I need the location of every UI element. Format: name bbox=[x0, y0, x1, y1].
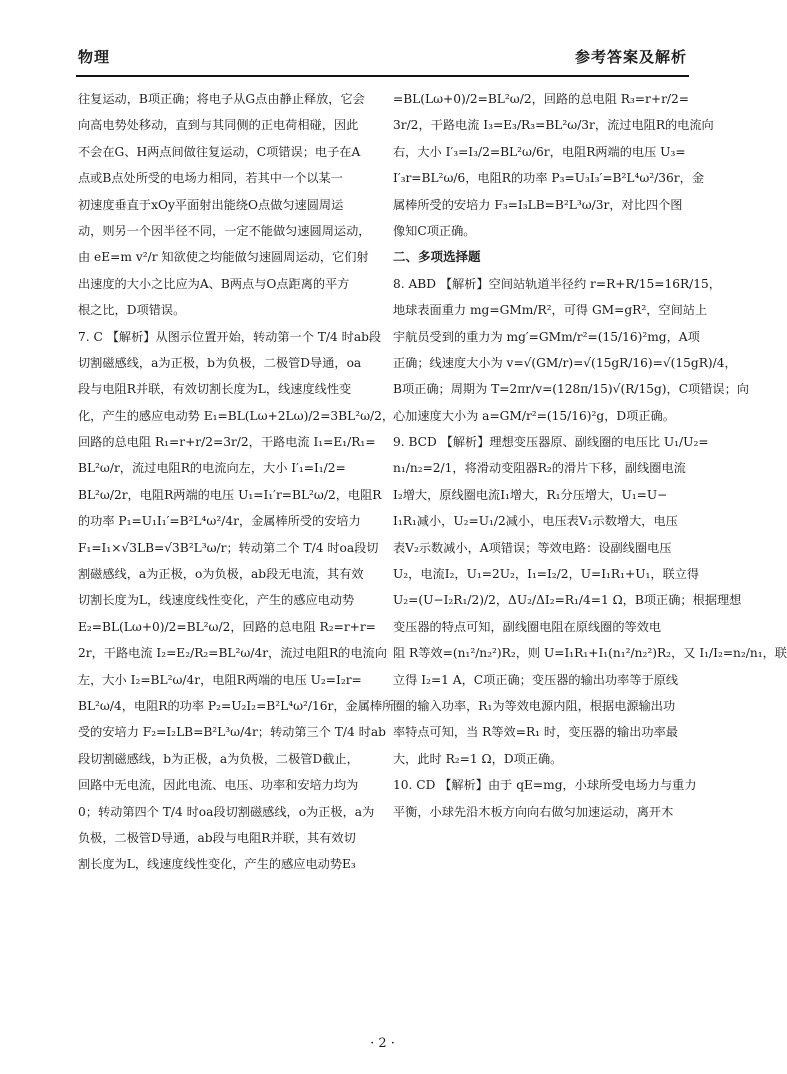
text-line: F₁=I₁×√3LB=√3B²L³ω/r；转动第二个 T/4 时oa段切 bbox=[78, 540, 379, 555]
text-line: 割磁感线，a为正极，o为负极，ab段无电流，其有效 bbox=[78, 567, 364, 582]
right-column bbox=[393, 86, 787, 825]
text-line: 切割长度为L，线速度线性变化，产生的感应电动势 bbox=[78, 593, 355, 608]
text-line: 属棒所受的安培力 F₃=I₃LB=B²L³ω/3r，对比四个图 bbox=[393, 197, 683, 212]
text-line: B项正确；周期为 T=2πr/v=(128π/15)√(R/15g)，C项错误；向 bbox=[393, 382, 749, 397]
text-line: 回路中无电流，因此电流、电压、功率和安培力均为 bbox=[78, 778, 359, 793]
text-line: 左，大小 I₂=BL²ω/4r，电阻R两端的电压 U₂=I₂r= bbox=[78, 672, 362, 687]
header-section: 参考答案及解析 bbox=[574, 48, 687, 66]
text-line: 不会在G、H两点间做往复运动，C项错误；电子在A bbox=[78, 144, 361, 159]
text-line: E₂=BL(Lω+0)/2=BL²ω/2，回路的总电阻 R₂=r+r= bbox=[78, 619, 376, 634]
page-number: · 2 · bbox=[370, 1036, 395, 1051]
text-line: 率特点可知，当 R等效=R₁ 时，变压器的输出功率最 bbox=[393, 725, 678, 740]
text-line: I₁R₁减小，U₂=U₁/2减小，电压表V₁示数增大，电压 bbox=[393, 514, 678, 529]
text-line: BL²ω/2r，电阻R两端的电压 U₁=I₁′r=BL²ω/2，电阻R bbox=[78, 487, 382, 502]
text-line: 回路的总电阻 R₁=r+r/2=3r/2，干路电流 I₁=E₁/R₁= bbox=[78, 435, 376, 450]
text-line: I′₃r=BL²ω/6，电阻R的功率 P₃=U₃I₃′=B²L⁴ω²/36r，金 bbox=[393, 171, 705, 186]
text-line: 7. C 【解析】从图示位置开始，转动第一个 T/4 时ab段 bbox=[78, 329, 382, 344]
text-line: n₁/n₂=2/1，将滑动变阻器R₂的滑片下移，副线圈电流 bbox=[393, 461, 686, 476]
text-line: BL²ω/4，电阻R的功率 P₂=U₂I₂=B²L⁴ω²/16r，金属棒所 bbox=[78, 698, 395, 713]
text-line: 表V₂示数减小，A项错误；等效电路：设副线圈电压 bbox=[393, 540, 672, 555]
text-line: 初速度垂直于xOy平面射出能绕O点做匀速圆周运 bbox=[78, 197, 344, 212]
text-line: U₂=(U−I₂R₁/2)/2，ΔU₂/ΔI₂=R₁/4=1 Ω，B项正确；根据理想 bbox=[393, 593, 742, 608]
text-line: 10. CD 【解析】由于 qE=mg，小球所受电场力与重力 bbox=[393, 778, 697, 793]
text-line: 立得 I₂=1 A，C项正确；变压器的输出功率等于原线 bbox=[393, 672, 679, 687]
text-line: 9. BCD 【解析】理想变压器原、副线圈的电压比 U₁/U₂= bbox=[393, 435, 709, 450]
text-line: =BL(Lω+0)/2=BL²ω/2，回路的总电阻 R₃=r+r/2= bbox=[393, 92, 689, 106]
section-heading: 二、多项选择题 bbox=[393, 249, 481, 265]
text-line: 向高电势处移动，直到与其同侧的正电荷相碰，因此 bbox=[78, 118, 359, 133]
text-line: 2r，干路电流 I₂=E₂/R₂=BL²ω/4r，流过电阻R的电流向 bbox=[78, 646, 387, 661]
text-line: 出速度的大小之比应为A、B两点与O点距离的平方 bbox=[78, 276, 350, 291]
text-line: 右，大小 I′₃=I₃/2=BL²ω/6r，电阻R两端的电压 U₃= bbox=[393, 144, 686, 159]
text-line: 动，则另一个因半径不同，一定不能做匀速圆周运动， bbox=[78, 223, 371, 238]
text-line: U₂，电流I₂，U₁=2U₂，I₁=I₂/2，U=I₁R₁+U₁，联立得 bbox=[393, 567, 700, 582]
left-column bbox=[78, 86, 395, 878]
text-line: 圈的输入功率，R₁为等效电源内阻，根据电源输出功 bbox=[393, 698, 676, 713]
text-line: 根之比，D项错误。 bbox=[78, 303, 186, 318]
text-line: 受的安培力 F₂=I₂LB=B²L³ω/4r；转动第三个 T/4 时ab bbox=[78, 725, 386, 740]
text-line: 割长度为L，线速度线性变化，产生的感应电动势E₃ bbox=[78, 857, 356, 872]
text-line: 点或B点处所受的电场力相同，若其中一个以某一 bbox=[78, 171, 343, 186]
text-line: 宇航员受到的重力为 mg′=GMm/r²=(15/16)²mg，A项 bbox=[393, 329, 700, 344]
text-line: BL²ω/r，流过电阻R的电流向左，大小 I′₁=I₁/2= bbox=[78, 461, 346, 476]
text-line: 段与电阻R并联，有效切割长度为L，线速度线性变 bbox=[78, 382, 352, 397]
text-line: 切割磁感线，a为正极，b为负极，二极管D导通，oa bbox=[78, 355, 362, 370]
text-line: 8. ABD 【解析】空间站轨道半径约 r=R+R/15=16R/15， bbox=[393, 276, 721, 291]
text-line: 3r/2，干路电流 I₃=E₃/R₃=BL²ω/3r，流过电阻R的电流向 bbox=[393, 118, 714, 133]
text-line: 的功率 P₁=U₁I₁′=B²L⁴ω²/4r，金属棒所受的安培力 bbox=[78, 514, 361, 529]
text-line: 往复运动，B项正确；将电子从G点由静止释放，它会 bbox=[78, 92, 365, 106]
text-line: 变压器的特点可知，副线圈电阻在原线圈的等效电 bbox=[393, 619, 662, 634]
text-line: 由 eE=m v²/r 知欲使之均能做匀速圆周运动，它们射 bbox=[78, 250, 369, 265]
text-line: 阻 R等效=(n₁²/n₂²)R₂，则 U=I₁R₁+I₁(n₁²/n₂²)R₂，又 I₁/I₂=n₂/n₁，联 bbox=[393, 646, 787, 661]
text-line: 化，产生的感应电动势 E₁=BL(Lω+2Lω)/2=3BL²ω/2， bbox=[78, 408, 395, 423]
text-line: 段切割磁感线，b为正极，a为负极，二极管D截止， bbox=[78, 751, 359, 766]
header-rule bbox=[76, 75, 689, 77]
text-line: I₂增大，原线圈电流I₁增大，R₁分压增大，U₁=U− bbox=[393, 487, 668, 502]
text-line: 像知C项正确。 bbox=[393, 223, 476, 238]
text-line: 正确；线速度大小为 v=√(GM/r)=√(15gR/16)=√(15gR)/4， bbox=[393, 355, 737, 370]
text-line: 大，此时 R₂=1 Ω，D项正确。 bbox=[393, 751, 563, 766]
text-line: 负极，二极管D导通，ab段与电阻R并联，其有效切 bbox=[78, 830, 356, 845]
text-line: 平衡，小球先沿木板方向向右做匀加速运动，离开木 bbox=[393, 804, 674, 819]
header-subject: 物理 bbox=[78, 48, 111, 66]
text-line: 地球表面重力 mg=GMm/R²，可得 GM=gR²，空间站上 bbox=[393, 303, 708, 318]
text-line: 0；转动第四个 T/4 时oa段切割磁感线，o为正极，a为 bbox=[78, 804, 375, 819]
text-line: 心加速度大小为 a=GM/r²=(15/16)²g，D项正确。 bbox=[393, 408, 675, 423]
